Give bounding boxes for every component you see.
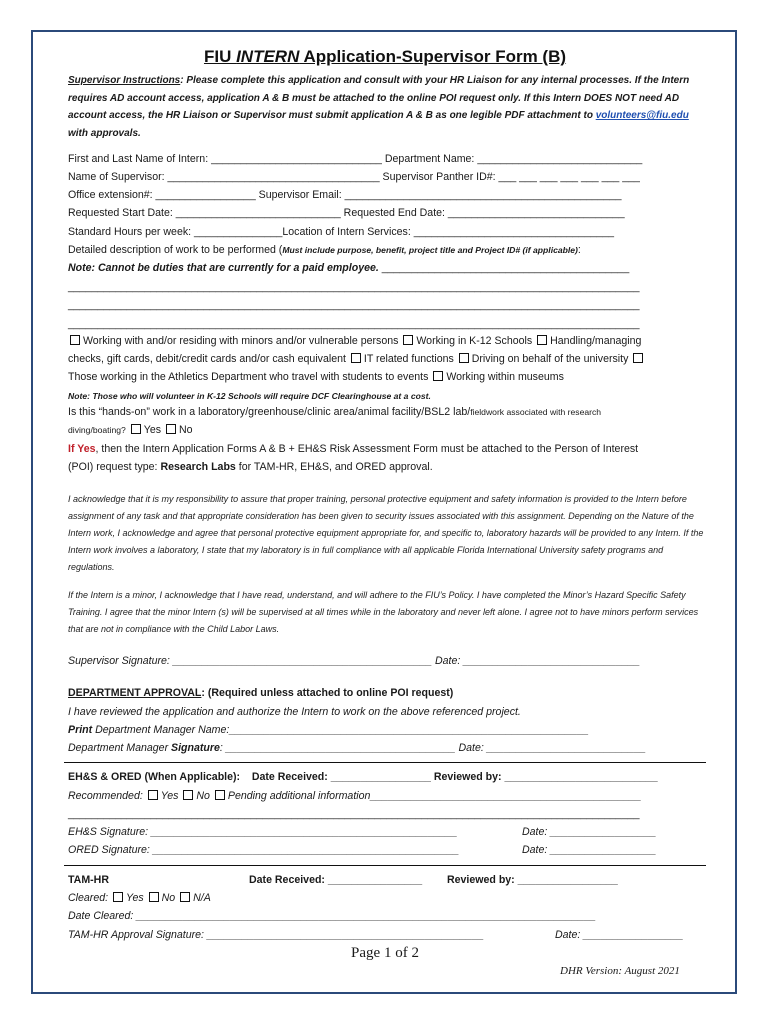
tam-date-received-field[interactable]: Date Received: ________________ <box>249 874 423 886</box>
no-checkbox[interactable] <box>149 892 159 902</box>
manager-signature-field[interactable]: Department Manager Signature: _______________________________________ Date: ___________________________ <box>68 742 646 754</box>
tam-reviewed-by-field[interactable]: Reviewed by: _________________ <box>447 874 618 886</box>
yes-checkbox[interactable] <box>148 790 158 800</box>
checklist-row-3: Those working in the Athletics Department who travel with students to events Working within museums <box>68 371 564 383</box>
acknowledgement-paragraph-2: If the Intern is a minor, I acknowledge that I have read, understand, and will adhere to the FIU’s Policy. I have completed the Minor’s Hazard Specific Safety Training. I agree that the minor Intern (s) will be supervised at all times while in the laboratory and never left alone. I agree not to have minors perform services that are not in compliance with the Child Labor Laws. <box>68 590 699 634</box>
tam-cleared: Cleared: Yes No N/A <box>68 892 211 904</box>
manager-name-field[interactable]: Print Department Manager Name:_____________________________________________________________ <box>68 724 589 736</box>
checkbox[interactable] <box>433 371 443 381</box>
department-approval-statement: I have reviewed the application and authorize the Intern to work on the above referenced project. <box>68 706 521 718</box>
no-checkbox[interactable] <box>183 790 193 800</box>
dcf-note: Note: Those who will volunteer in K-12 Schools will require DCF Clearinghouse at a cost. <box>68 391 431 401</box>
checklist-row-1: Working with and/or residing with minors and/or vulnerable persons Working in K-12 Schools Handling/managing <box>68 334 641 348</box>
start-date-field[interactable]: Requested Start Date: ____________________________ Requested End Date: ______________________________ <box>68 207 625 219</box>
if-yes-note-2: (POI) request type: Research Labs for TAM-HR, EH&S, and ORED approval. <box>68 461 433 473</box>
hours-field[interactable]: Standard Hours per week: _______________Location of Intern Services: __________________________________ <box>68 226 615 238</box>
divider <box>64 762 706 763</box>
description-blank-line[interactable]: _________________________________________________________________________________________________ <box>68 281 640 293</box>
supervisor-name-field[interactable]: Name of Supervisor: ____________________________________ Supervisor Panther ID#: ___ ___ ___ ___ ___ ___ ___ <box>68 171 640 183</box>
office-extension-field[interactable]: Office extension#: _________________ Supervisor Email: _______________________________________________ <box>68 189 622 201</box>
ehs-heading: EH&S & ORED (When Applicable): Date Received: _________________ Reviewed by: __________________________ <box>68 771 658 783</box>
page-number: Page 1 of 2 <box>351 945 419 961</box>
yes-checkbox[interactable] <box>131 424 141 434</box>
if-yes-note: If Yes, then the Intern Application Forms A & B + EH&S Risk Assessment Form must be attached to the Person of Interest <box>68 443 639 455</box>
ored-date-field[interactable]: Date: __________________ <box>522 844 657 856</box>
ored-signature-field[interactable]: ORED Signature: ____________________________________________________ <box>68 844 460 856</box>
work-description-note[interactable]: Note: Cannot be duties that are currently for a paid employee. __________________________________________ <box>68 262 630 274</box>
checkbox[interactable] <box>459 353 469 363</box>
hands-on-question: Is this “hands-on” work in a laboratory/greenhouse/clinic area/animal facility/BSL2 lab/fieldwork associated with research <box>68 406 602 418</box>
checkbox[interactable] <box>537 335 547 345</box>
description-blank-line[interactable]: _________________________________________________________________________________________________ <box>68 299 640 311</box>
intern-name-field[interactable]: First and Last Name of Intern: _____________________________ Department Name: ____________________________ <box>68 153 643 165</box>
ehs-blank-line[interactable]: _________________________________________________________________________________________________ <box>68 808 640 820</box>
supervisor-signature-field[interactable]: Supervisor Signature: ____________________________________________ Date: ______________________________ <box>68 655 641 667</box>
department-approval-heading: DEPARTMENT APPROVAL: (Required unless attached to online POI request) <box>68 687 454 699</box>
ehs-date-field[interactable]: Date: __________________ <box>522 826 657 838</box>
ehs-recommended: Recommended: Yes No Pending additional information______________________________________________ <box>68 790 642 802</box>
checkbox[interactable] <box>403 335 413 345</box>
checklist-row-2: checks, gift cards, debit/credit cards and/or cash equivalent IT related functions Driving on behalf of the university <box>68 352 646 366</box>
supervisor-instructions: Supervisor Instructions: Please complete this application and consult with your HR Liaison for any internal processes. If the Intern requires AD account access, application A & B must be attached to the online POI request only. If this Intern DOES NOT need AD account access, the HR Liaison or Supervisor must submit application A & B as one legible PDF attachment to volunteers@fiu.edu with approvals. <box>68 75 690 139</box>
email-link[interactable]: volunteers@fiu.edu <box>595 110 689 121</box>
acknowledgement-paragraph-1: I acknowledge that it is my responsibility to assure that proper training, personal protective equipment and safety information is provided to the Intern before assignment of any task and that appropriate consideration has been given to security issues associated with this assignment. Depending on the Nature of the Intern work, I acknowledge and agree that personal protective equipment appropriate for, and specific to, laboratory hazards will be provided to any Intern. If the Intern work involves a laboratory, I state that my laboratory is in full compliance with all applicable Florida International University safety programs and regulations. <box>68 494 704 572</box>
checkbox[interactable] <box>633 353 643 363</box>
description-blank-line[interactable]: _________________________________________________________________________________________________ <box>68 318 640 330</box>
yes-checkbox[interactable] <box>113 892 123 902</box>
tam-approval-date-field[interactable]: Date: _________________ <box>555 929 684 941</box>
divider <box>64 865 706 866</box>
checkbox[interactable] <box>351 353 361 363</box>
work-description-label: Detailed description of work to be performed (Must include purpose, benefit, project title and Project ID# (if applicable): <box>68 244 581 256</box>
tam-hr-heading: TAM-HR <box>68 874 109 886</box>
version-label: DHR Version: August 2021 <box>560 965 680 977</box>
no-checkbox[interactable] <box>166 424 176 434</box>
na-checkbox[interactable] <box>180 892 190 902</box>
hands-on-question-2: diving/boating? Yes No <box>68 424 193 436</box>
date-cleared-field[interactable]: Date Cleared: ______________________________________________________________________________ <box>68 910 596 922</box>
checkbox[interactable] <box>70 335 80 345</box>
form-title: FIU INTERN Application-Supervisor Form (B) <box>203 47 567 66</box>
tam-approval-signature-field[interactable]: TAM-HR Approval Signature: _______________________________________________ <box>68 929 484 941</box>
pending-checkbox[interactable] <box>215 790 225 800</box>
ehs-signature-field[interactable]: EH&S Signature: ____________________________________________________ <box>68 826 458 838</box>
